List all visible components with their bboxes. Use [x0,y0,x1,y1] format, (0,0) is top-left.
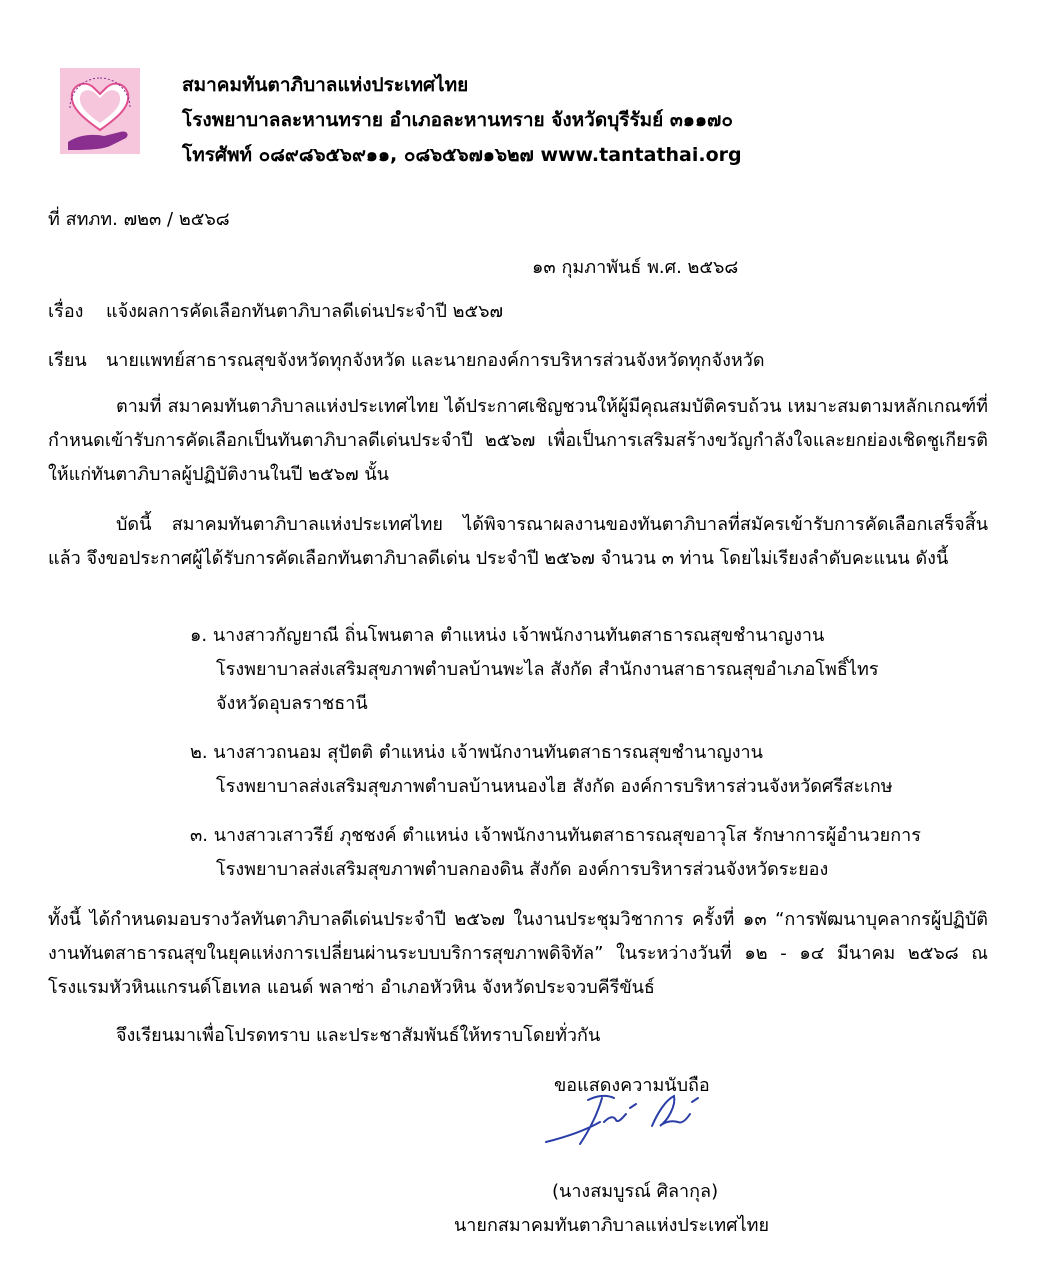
subject-label: เรื่อง [48,301,84,322]
paragraph-award-event: ทั้งนี้ ได้กำหนดมอบรางวัลทันตาภิบาลดีเด่นประจำปี ๒๕๖๗ ในงานประชุมวิชาการ ครั้งที่ ๑๓ “การพัฒนาบุคลากรผู้ปฏิบัติงานทันตสาธารณสุขในยุคแห่งการเปลี่ยนผ่านระบบบริการสุขภาพดิจิทัล” ในระหว่างวันที่ ๑๒ - ๑๔ มีนาคม ๒๕๖๘ ณ โรงแรมหัวหินแกรนด์โฮเทล แอนด์ พลาซ่า อำเภอหัวหิน จังหวัดประจวบคีรีขันธ์ [48,909,988,998]
association-logo [60,68,140,154]
signer-title: นายกสมาคมทันตาภิบาลแห่งประเทศไทย [454,1215,770,1236]
awardee-1-line-3: จังหวัดอุบลราชธานี [216,693,368,714]
signature-icon [540,1086,720,1152]
paragraph-intro: ตามที่ สมาคมทันตาภิบาลแห่งประเทศไทย ได้ประกาศเชิญชวนให้ผู้มีคุณสมบัติครบถ้วน เหมาะสมตามหลักเกณฑ์ที่กำหนดเข้ารับการคัดเลือกเป็นทันตาภิบาลดีเด่นประจำปี ๒๕๖๗ เพื่อเป็นการเสริมสร้างขวัญกำลังใจและยกย่องเชิดชูเกียรติให้แก่ทันตาภิบาลผู้ปฏิบัติงานในปี ๒๕๖๗ นั้น [48,396,988,485]
letter-date: ๑๓ กุมภาพันธ์ พ.ศ. ๒๕๖๘ [532,257,739,278]
reference-number: ที่ สทภท. ๗๒๓ / ๒๕๖๘ [48,209,230,230]
paragraph-announcement: บัดนี้ สมาคมทันตาภิบาลแห่งประเทศไทย ได้พิจารณาผลงานของทันตาภิบาลที่สมัครเข้ารับการคัดเลือกเสร็จสิ้นแล้ว จึงขอประกาศผู้ได้รับการคัดเลือกทันตาภิบาลดีเด่น ประจำปี ๒๕๖๗ จำนวน ๓ ท่าน โดยไม่เรียงลำดับคะแนน ดังนี้ [48,514,988,569]
recipient-label: เรียน [48,350,87,371]
subject-text: แจ้งผลการคัดเลือกทันตาภิบาลดีเด่นประจำปี ๒๕๖๗ [106,301,504,322]
awardee-3-line-2: โรงพยาบาลส่งเสริมสุขภาพตำบลกองดิน สังกัด องค์การบริหารส่วนจังหวัดระยอง [216,859,829,880]
closing-sentence: จึงเรียนมาเพื่อโปรดทราบ และประชาสัมพันธ์ให้ทราบโดยทั่วกัน [116,1025,601,1046]
awardee-1-line-1: ๑. นางสาวกัญยาณี ถิ่นโพนตาล ตำแหน่ง เจ้าพนักงานทันตสาธารณสุขชำนาญงาน [190,625,825,646]
org-contact: โทรศัพท์ ๐๘๙๘๖๕๖๙๑๑, ๐๘๖๕๖๗๑๖๒๗ www.tantathai.org [182,144,742,166]
recipient-text: นายแพทย์สาธารณสุขจังหวัดทุกจังหวัด และนายกองค์การบริหารส่วนจังหวัดทุกจังหวัด [106,350,765,371]
awardee-2-line-1: ๒. นางสาวถนอม สุปัตติ ตำแหน่ง เจ้าพนักงานทันตสาธารณสุขชำนาญงาน [190,742,763,763]
awardee-2-line-2: โรงพยาบาลส่งเสริมสุขภาพตำบลบ้านหนองไฮ สังกัด องค์การบริหารส่วนจังหวัดศรีสะเกษ [216,776,893,797]
awardee-1-line-2: โรงพยาบาลส่งเสริมสุขภาพตำบลบ้านพะไล สังกัด สำนักงานสาธารณสุขอำเภอโพธิ์ไทร [216,659,879,680]
regards: ขอแสดงความนับถือ [554,1075,710,1096]
heart-hand-logo-icon [60,68,140,154]
org-address: โรงพยาบาลละหานทราย อำเภอละหานทราย จังหวัดบุรีรัมย์ ๓๑๑๗๐ [182,109,733,131]
awardee-3-line-1: ๓. นางสาวเสาวรีย์ ภุชชงค์ ตำแหน่ง เจ้าพนักงานทันตสาธารณสุขอาวุโส รักษาการผู้อำนวยการ [190,825,921,846]
org-name: สมาคมทันตาภิบาลแห่งประเทศไทย [182,74,469,96]
signature [540,1086,720,1152]
signer-name: (นางสมบูรณ์ ศิลากุล) [552,1181,719,1202]
